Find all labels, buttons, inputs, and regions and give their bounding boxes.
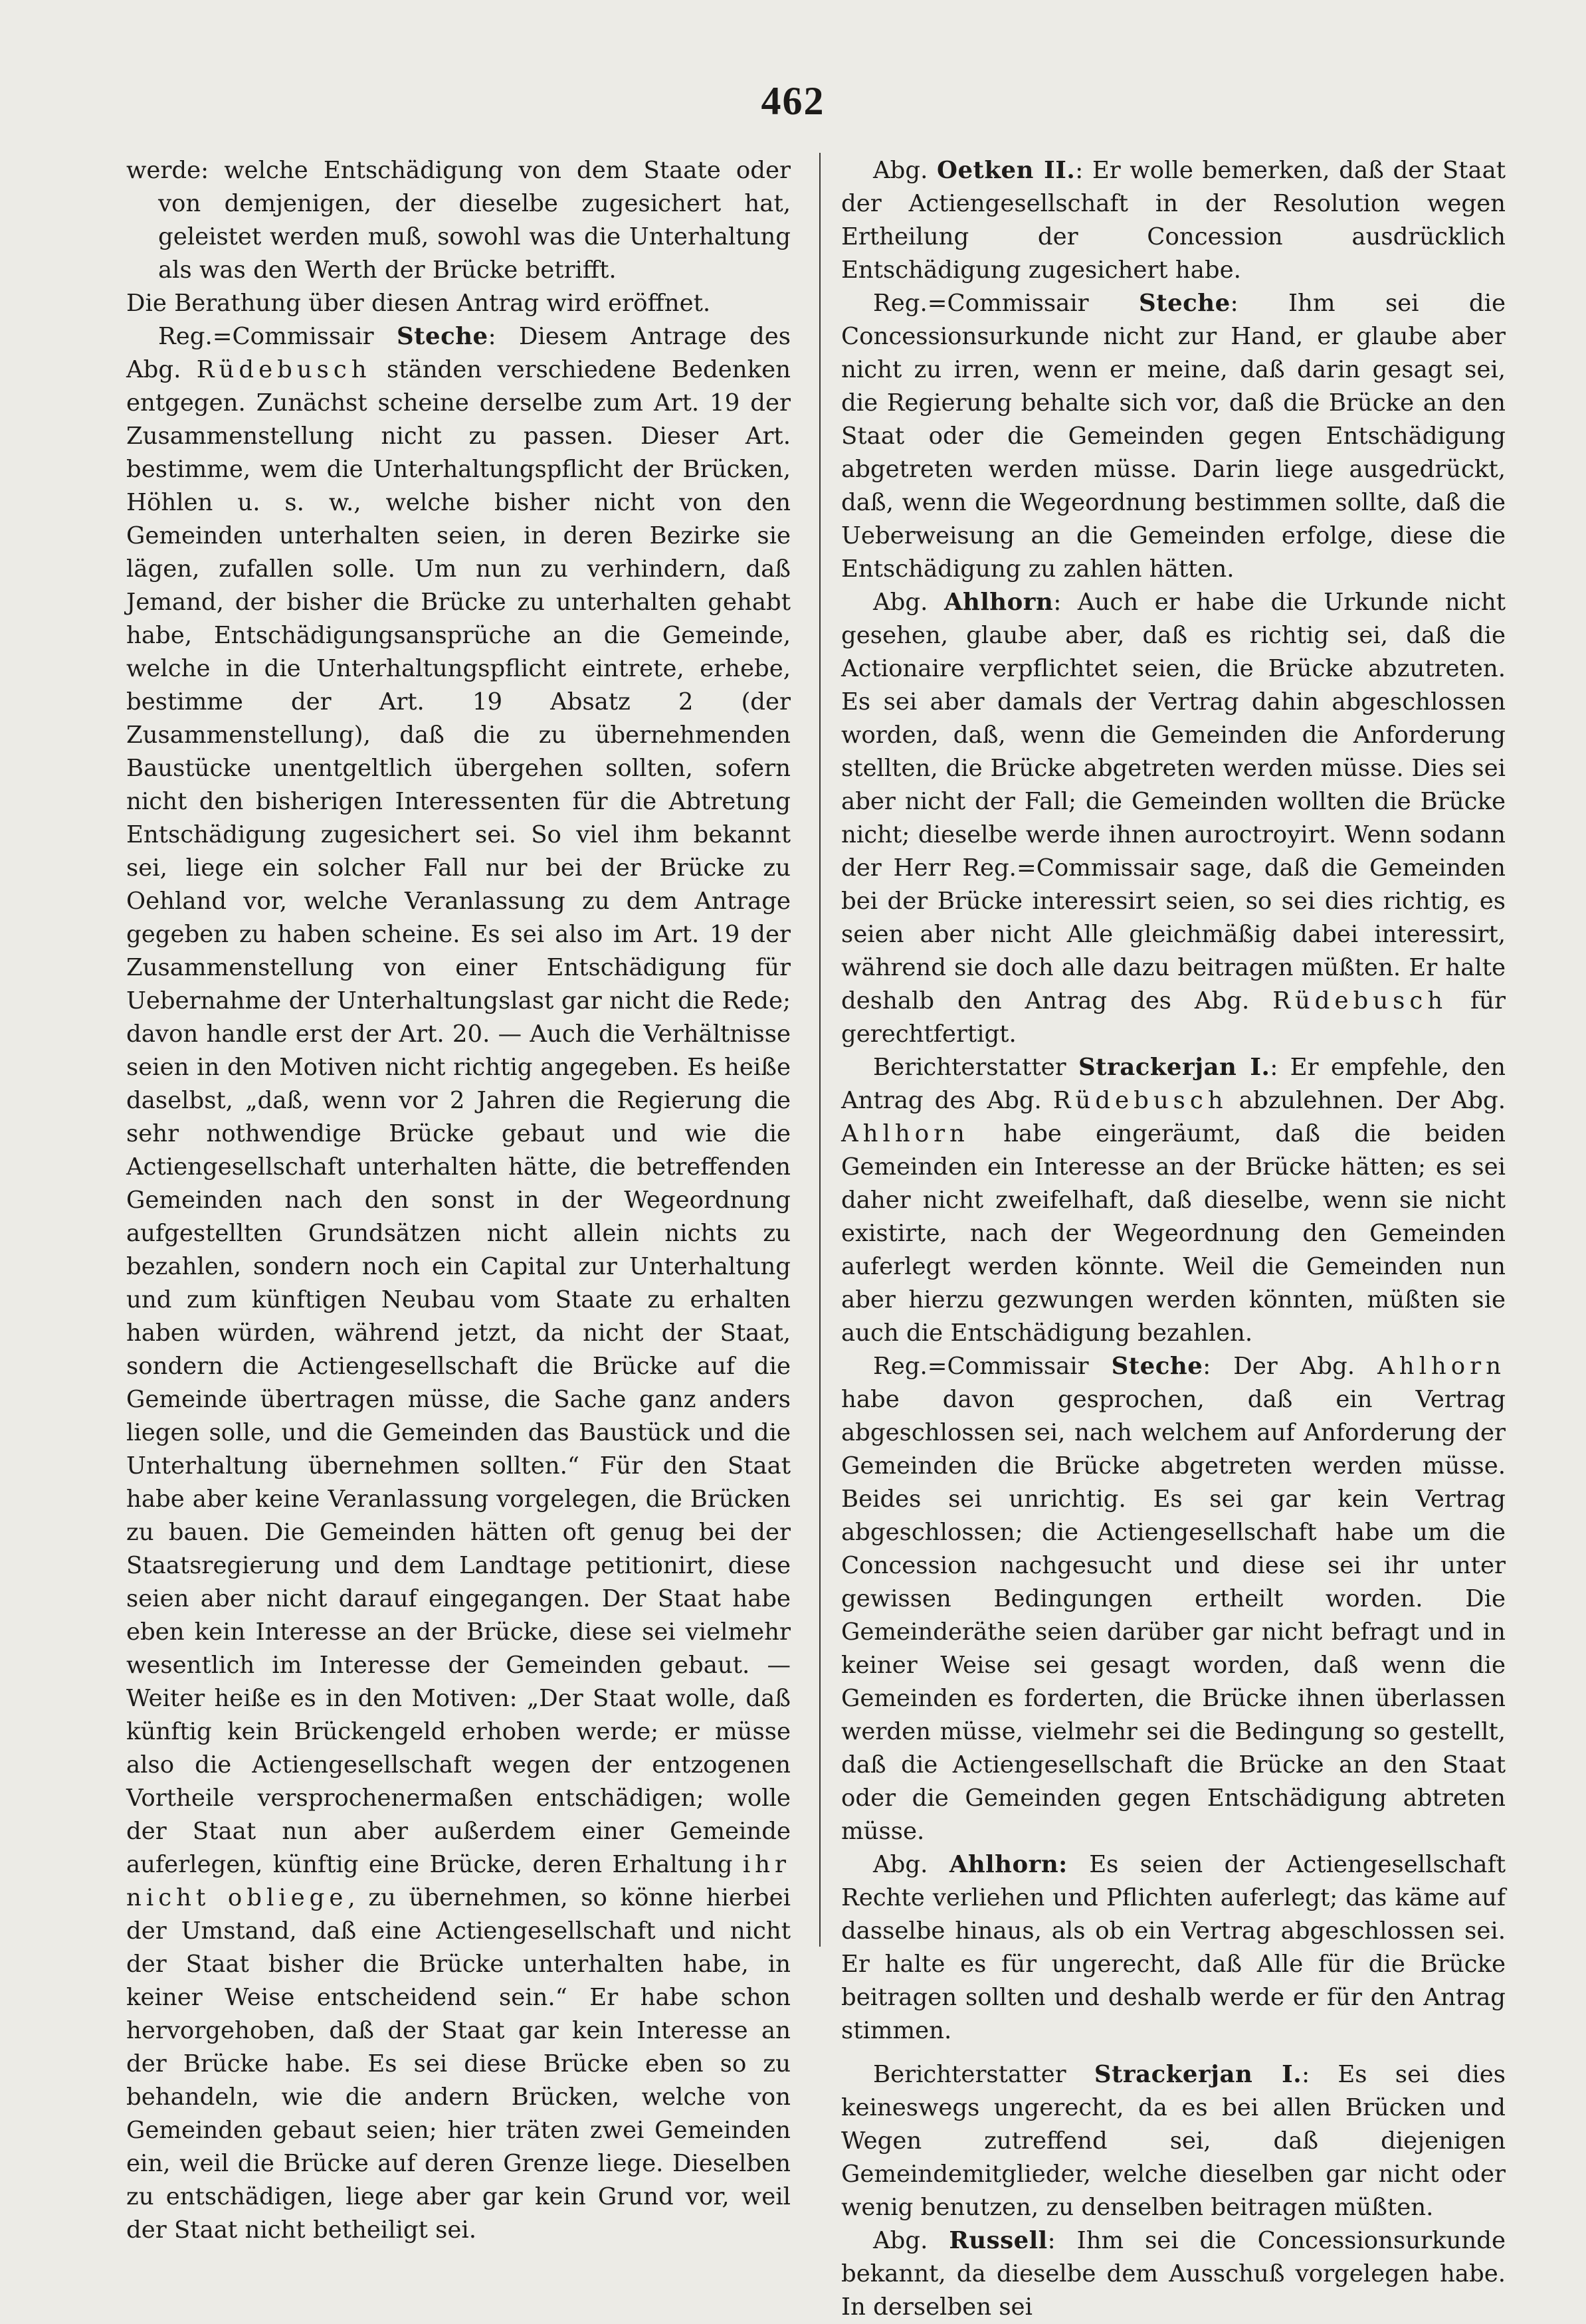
- spaced-emphasis: Rüdebusch: [1272, 987, 1448, 1015]
- spaced-emphasis: ihr nicht obliege: [126, 1851, 791, 1911]
- speaker-name: Oetken II.: [937, 157, 1076, 184]
- spaced-emphasis: Ahlhorn: [1377, 1353, 1506, 1380]
- paragraph-text: : Er wolle bemerken, daß der Staat der Actiengesellschaft in der Resolution wegen Ertheilung der Concession ausdrücklich Entschädigung zugesichert habe.: [841, 157, 1506, 284]
- paragraph-text: habe davon gesprochen, daß ein Vertrag abgeschlossen sei, nach welchem auf Anforderung der Gemeinden die Brücke abgetreten werden müsse. Beides sei unrichtig. Es sei gar kein Vertrag abgeschlossen; die Actiengesellschaft habe um die Concession nachgesucht und diese sei ihr unter gewissen Bedingungen ertheilt worden. Die Gemeinderäthe seien darüber gar nicht befragt und in keiner Weise sei gesagt worden, daß wenn die Gemeinden es forderten, die Brücke ihnen überlassen werden müsse, vielmehr sei die Bedingung so gestellt, daß die Actiengesellschaft die Brücke an den Staat oder die Gemeinden gegen Entschädigung abtreten müsse.: [841, 1386, 1506, 1845]
- speaker-name: Strackerjan I.: [1078, 1054, 1270, 1081]
- paragraph: [841, 1051, 1506, 1350]
- speaker-name: Russell: [949, 2227, 1048, 2254]
- paragraph-text: ständen verschiedene Bedenken entgegen. Zunächst scheine derselbe zum Art. 19 der Zusammenstellung nicht zu passen. Dieser Art. bestimme, wem die Unterhaltungspflicht der Brücken, Höhlen u. s. w., welche bisher nicht von den Gemeinden unterhalten seien, in deren Bezirke sie lägen, zufallen solle. Um nun zu verhindern, daß Jemand, der bisher die Brücke zu unterhalten gehabt habe, Entschädigungsansprüche an die Gemeinde, welche in die Unterhaltungspflicht eintrete, erhebe, bestimme der Art. 19 Absatz 2 (der Zusammenstellung), daß die zu übernehmenden Baustücke unentgeltlich übergehen sollten, sofern nicht den bisherigen Interessenten für die Abtretung Entschädigung zugesichert sei. So viel ihm bekannt sei, liege ein solcher Fall nur bei der Brücke zu Oehland vor, welche Veranlassung zu dem Antrage gegeben zu haben scheine. Es sei also im Art. 19 der Zusammenstellung von einer Entschädigung für Uebernahme der Unterhaltungslast gar nicht die Rede; davon handle erst der Art. 20. — Auch die Verhältnisse seien in den Motiven nicht richtig angegeben. Es heiße daselbst, „daß, wenn vor 2 Jahren die Regierung die sehr nothwendige Brücke gebaut und wie die Actiengesellschaft unterhalten hätte, die betreffenden Gemeinden nach den sonst in der Wegeordnung aufgestellten Grundsätzen nicht allein nichts zu bezahlen, sondern noch ein Capital zur Unterhaltung und zum künftigen Neubau vom Staate zu erhalten haben würden, während jetzt, da nicht der Staat, sondern die Actiengesellschaft die Brücke auf die Gemeinde übertragen müsse, die Sache ganz anders liegen solle, und die Gemeinden das Baustück und die Unterhaltung übernehmen sollten.“ Für den Staat habe aber keine Veranlassung vorgelegen, die Brücken zu bauen. Die Gemeinden hätten oft genug bei der Staatsregierung und dem Landtage petitionirt, diese seien aber nicht darauf eingegangen. Der Staat habe eben kein Interesse an der Brücke, diese sei vielmehr wesentlich im Interesse der Gemeinden gebaut. — Weiter heiße es in den Motiven: „Der Staat wolle, daß künftig kein Brückengeld erhoben werde; er müsse also die Actiengesellschaft wegen der entzogenen Vortheile versprochenermaßen entschädigen; wolle der Staat nun aber außerdem einer Gemeinde auferlegen, künftig eine Brücke, deren Erhaltung: [126, 356, 791, 1878]
- column-divider: [819, 153, 821, 1947]
- paragraph-text: Reg.=Commissair: [873, 290, 1140, 317]
- paragraph-text: Berichterstatter: [873, 1054, 1078, 1081]
- paragraph-text: Abg.: [873, 1851, 949, 1878]
- paragraph-text: : Ihm sei die Concessionsurkunde nicht zur Hand, er glaube aber nicht zu irren, wenn er meine, daß darin gesagt sei, die Regierung behalte sich vor, daß die Brücke an den Staat oder die Gemeinden gegen Entschädigung abgetreten werden müsse. Darin liege ausgedrückt, daß, wenn die Wegeordnung bestimmen sollte, daß die Ueberweisung an die Gemeinden erfolge, diese die Entschädigung zu zahlen hätten.: [841, 290, 1506, 583]
- paragraph-text: Berichterstatter: [873, 2061, 1094, 2088]
- paragraph-text: : Ihm sei die Concessionsurkunde bekannt, da dieselbe dem Ausschuß vorgelegen habe. In derselben sei: [841, 2227, 1506, 2321]
- paragraph-text: Abg.: [873, 589, 944, 616]
- paragraph: [841, 1350, 1506, 1848]
- paragraph-text: Reg.=Commissair: [873, 1353, 1112, 1380]
- spaced-emphasis: Rüdebusch: [196, 356, 371, 383]
- paragraph-text: Reg.=Commissair: [158, 323, 397, 350]
- left-column: [126, 154, 791, 2247]
- right-column: [841, 154, 1506, 2324]
- paragraph-text: Abg.: [873, 157, 938, 184]
- speaker-name: Steche: [397, 323, 488, 350]
- paragraph: [841, 1848, 1506, 2048]
- paragraph-text: Die Berathung über diesen Antrag wird eröffnet.: [126, 290, 711, 317]
- paragraph-text: habe eingeräumt, daß die beiden Gemeinden ein Interesse an der Brücke hätten; es sei daher nicht zweifelhaft, daß dieselbe, wenn sie nicht existirte, nach der Wegeordnung den Gemeinden auferlegt werden könnte. Weil die Gemeinden nun aber hierzu gezwungen werden könnten, müßten sie auch die Entschädigung bezahlen.: [841, 1120, 1506, 1347]
- paragraph: [126, 320, 791, 2247]
- paragraph-text: Abg.: [873, 2227, 949, 2254]
- speaker-name: Steche: [1139, 290, 1231, 317]
- paragraph: [126, 154, 791, 287]
- paragraph-text: : Diesem Antrage des Abg.: [126, 323, 791, 383]
- paragraph: [841, 2224, 1506, 2324]
- spaced-emphasis: Rüdebusch: [1052, 1087, 1228, 1114]
- paragraph-text: werde: welche Entschädigung von dem Staate oder von demjenigen, der dieselbe zugesichert hat, geleistet werden muß, sowohl was die Unterhaltung als was den Werth der Brücke betrifft.: [126, 157, 791, 284]
- speaker-name: Ahlhorn:: [949, 1851, 1068, 1878]
- paragraph: [841, 586, 1506, 1051]
- speaker-name: Ahlhorn: [943, 589, 1054, 616]
- spaced-emphasis: Ahlhorn: [841, 1120, 969, 1147]
- paragraph-text: abzulehnen. Der Abg.: [1227, 1087, 1506, 1114]
- paragraph: [841, 154, 1506, 287]
- paragraph-text: : Es sei dies keineswegs ungerecht, da es bei allen Brücken und Wegen zutreffend sei, daß diejenigen Gemeindemitglieder, welche dieselben gar nicht oder wenig benutzen, zu denselben beitragen müßten.: [841, 2061, 1506, 2221]
- paragraph: [841, 287, 1506, 586]
- paragraph-text: : Der Abg.: [1203, 1353, 1378, 1380]
- paragraph-text: : Auch er habe die Urkunde nicht gesehen, glaube aber, daß es richtig sei, daß die Actionaire verpflichtet seien, die Brücke abzutreten. Es sei aber damals der Vertrag dahin abgeschlossen worden, daß, wenn die Gemeinden die Anforderung stellten, die Brücke abgetreten werden müsse. Dies sei aber nicht der Fall; die Gemeinden wollten die Brücke nicht; dieselbe werde ihnen auroctroyirt. Wenn sodann der Herr Reg.=Commissair sage, daß die Gemeinden bei der Brücke interessirt seien, so sei dies richtig, es seien aber nicht Alle gleichmäßig dabei interessirt, während sie doch alle dazu beitragen müßten. Er halte deshalb den Antrag des Abg.: [841, 589, 1506, 1015]
- speaker-name: Steche: [1111, 1353, 1203, 1380]
- page-number: 462: [761, 79, 825, 123]
- paragraph-text: Es seien der Actiengesellschaft Rechte verliehen und Pflichten auferlegt; das käme auf dasselbe hinaus, als ob ein Vertrag abgeschlossen sei. Er halte es für ungerecht, daß Alle für die Brücke beitragen sollten und deshalb werde er für den Antrag stimmen.: [841, 1851, 1506, 2044]
- paragraph-text: , zu übernehmen, so könne hierbei der Umstand, daß eine Actiengesellschaft und nicht der Staat bisher die Brücke unterhalten habe, in keiner Weise entscheidend sein.“ Er habe schon hervorgehoben, daß der Staat gar kein Interesse an der Brücke habe. Es sei diese Brücke eben so zu behandeln, wie die andern Brücken, welche von Gemeinden gebaut seien; hier träten zwei Gemeinden ein, weil die Brücke auf deren Grenze liege. Dieselben zu entschädigen, liege aber gar kein Grund vor, weil der Staat nicht betheiligt sei.: [126, 1884, 791, 2244]
- paragraph-text: für gerechtfertigt.: [841, 987, 1506, 1048]
- paragraph-text: : Er empfehle, den Antrag des Abg.: [841, 1054, 1506, 1114]
- paragraph: [841, 2058, 1506, 2224]
- speaker-name: Strackerjan I.: [1094, 2061, 1302, 2088]
- paragraph: [126, 287, 791, 320]
